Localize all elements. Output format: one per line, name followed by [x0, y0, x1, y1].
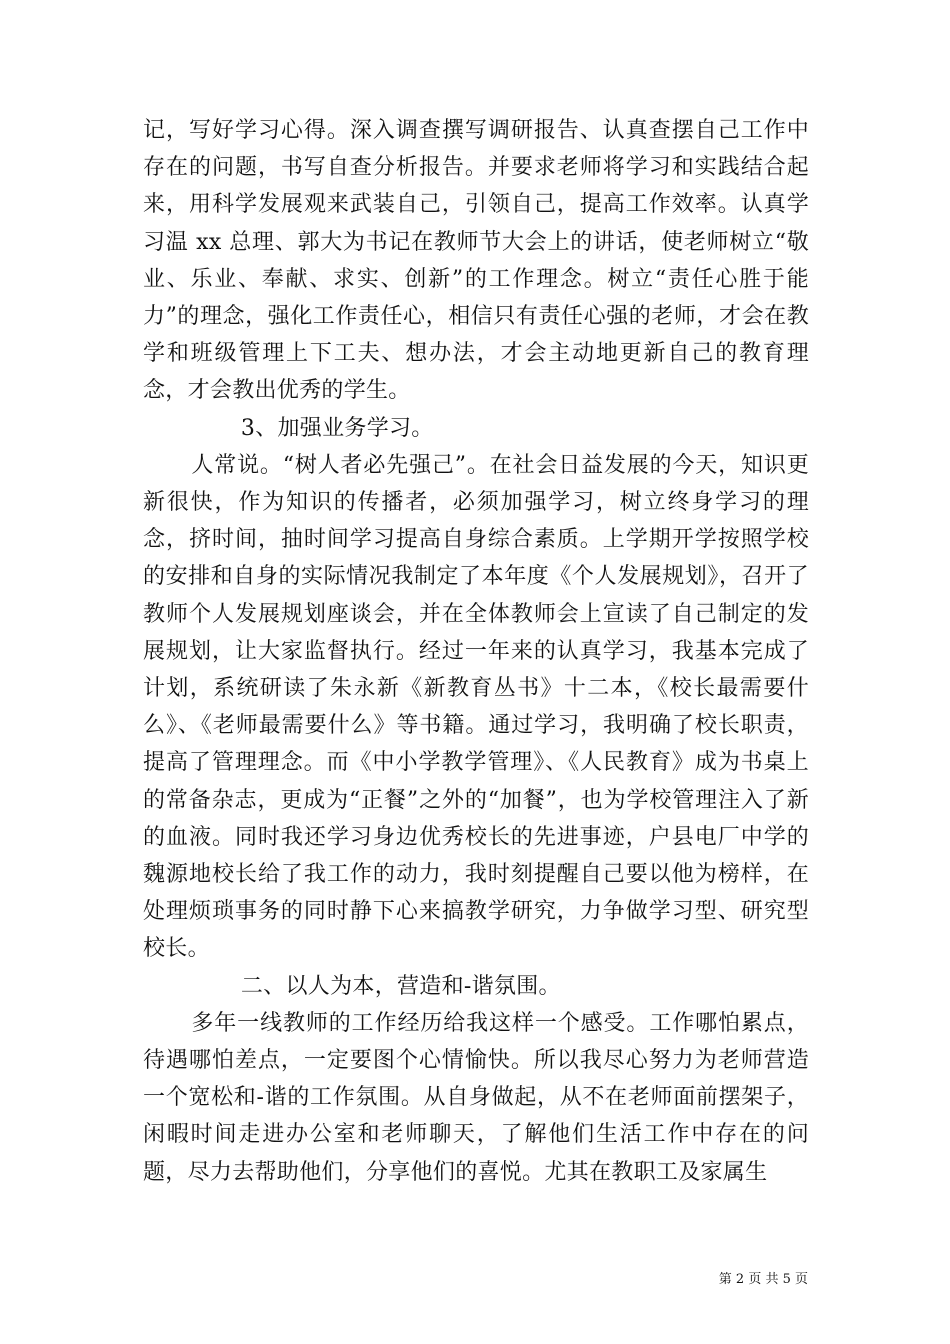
section-heading-2: 二、以人为本，营造和-谐氛围。	[240, 973, 561, 999]
document-body	[143, 112, 809, 1191]
paragraph-continuation: 记，写好学习心得。深入调查撰写调研报告、认真查摆自己工作中存在的问题，书写自查分析报告。并要求老师将学习和实践结合起来，用科学发展观来武装自己，引领自己，提高工作效率。认真学习温 xx 总理、郭大为书记在教师节大会上的讲话，使老师树立“敬业、乐业、奉献、求实、创新”的工作理念。树立“责任心胜于能力”的理念，强化工作责任心，相信只有责任心强的老师，才会在教学和班级管理上下工夫、想办法，才会主动地更新自己的教育理念，才会教出优秀的学生。	[143, 118, 809, 404]
paragraph-harmony: 多年一线教师的工作经历给我这样一个感受。工作哪怕累点，待遇哪怕差点，一定要图个心情愉快。所以我尽心努力为老师营造一个宽松和-谐的工作氛围。从自身做起，从不在老师面前摆架子，闲暇时间走进办公室和老师聊天，了解他们生活工作中存在的问题，尽力去帮助他们，分享他们的喜悦。尤其在教职工及家属生	[143, 1010, 809, 1185]
page-number-footer: 第 2 页 共 5 页	[718, 1272, 808, 1287]
section-heading-3: 3、加强业务学习。	[240, 415, 434, 441]
paragraph-study: 人常说。“树人者必先强己”。在社会日益发展的今天，知识更新很快，作为知识的传播者，必须加强学习，树立终身学习的理念，挤时间，抽时间学习提高自身综合素质。上学期开学按照学校的安排和自身的实际情况我制定了本年度《个人发展规划》，召开了教师个人发展规划座谈会，并在全体教师会上宣读了自己制定的发展规划，让大家监督执行。经过一年来的认真学习，我基本完成了计划，系统研读了朱永新《新教育丛书》十二本，《校长最需要什么》、《老师最需要什么》等书籍。通过学习，我明确了校长职责，提高了管理理念。而《中小学教学管理》、《人民教育》成为书桌上的常备杂志，更成为“正餐”之外的“加餐”，也为学校管理注入了新的血液。同时我还学习身边优秀校长的先进事迹，户县电厂中学的魏源地校长给了我工作的动力，我时刻提醒自己要以他为榜样，在处理烦琐事务的同时静下心来搞教学研究，力争做学习型、研究型校长。	[143, 452, 809, 962]
